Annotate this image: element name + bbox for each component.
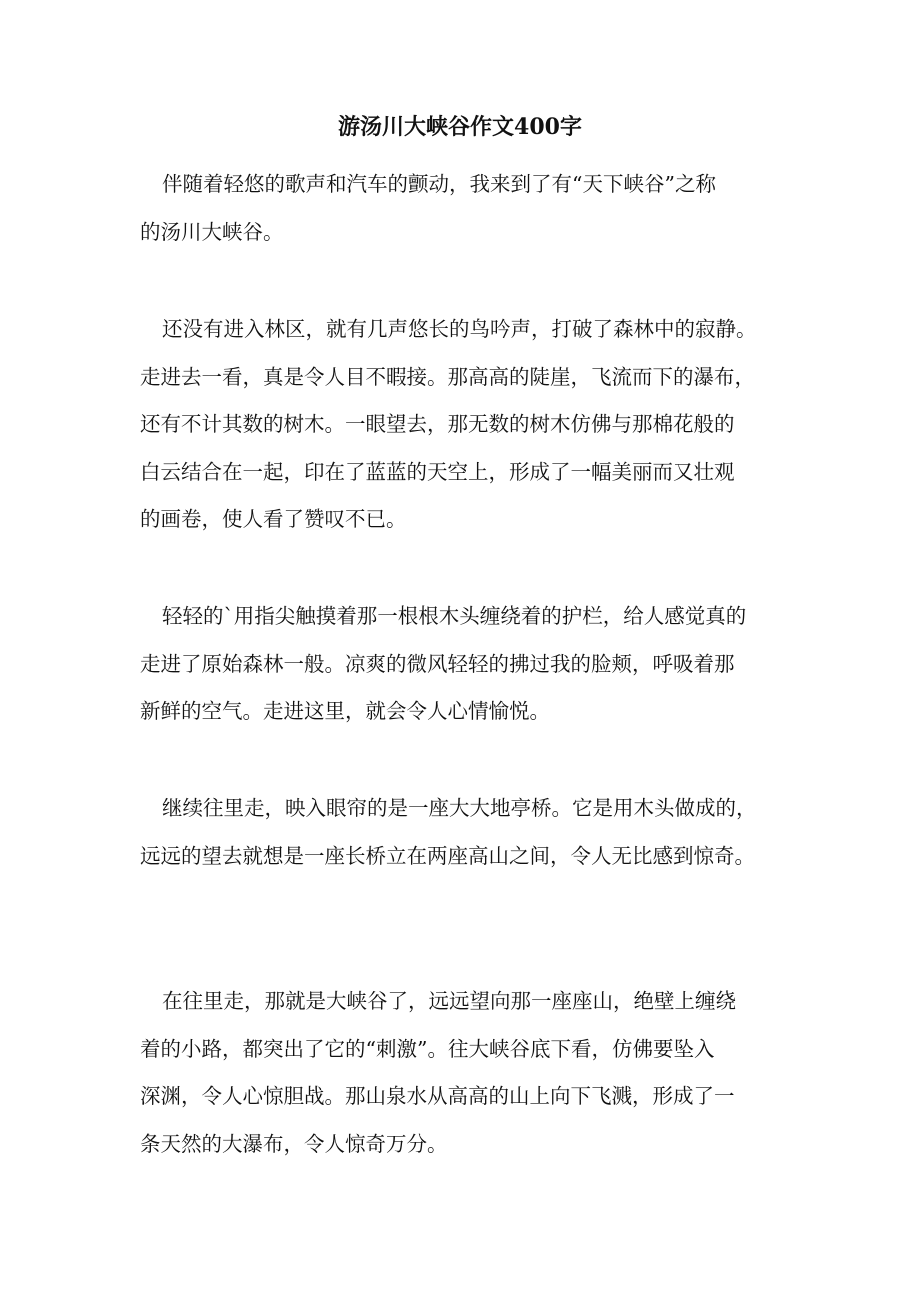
- paragraph-line: 还有不计其数的树木。一眼望去，那无数的树木仿佛与那棉花般的: [140, 412, 735, 436]
- paragraph-4: [140, 785, 780, 880]
- paragraph-line: 条天然的大瀑布，令人惊奇万分。: [140, 1131, 448, 1156]
- paragraph-line: 新鲜的空气。走进这里，就会令人心情愉悦。: [140, 699, 550, 723]
- paragraph-line: 的汤川大峡谷。: [140, 219, 284, 244]
- paragraph-line: 轻轻的`用指尖触摸着那一根根木头缠绕着的护栏，给人感觉真的: [162, 604, 747, 628]
- paragraph-line: 伴随着轻悠的歌声和汽车的颤动，我来到了有“天下峡谷”之称: [162, 172, 716, 196]
- paragraph-line: 远远的望去就想是一座长桥立在两座高山之间，令人无比感到惊奇。: [140, 843, 755, 868]
- paragraph-line: 白云结合在一起，印在了蓝蓝的天空上，形成了一幅美丽而又壮观: [140, 459, 735, 484]
- paragraph-line: 走进了原始森林一般。凉爽的微风轻轻的拂过我的脸颊，呼吸着那: [140, 651, 735, 676]
- paragraph-2: [140, 306, 780, 544]
- paragraph-5: [140, 978, 780, 1168]
- paragraph-line: 着的小路，都突出了它的“刺激”。往大峡谷底下看，仿佛要坠入: [140, 1036, 715, 1061]
- paragraph-1: [140, 161, 780, 256]
- paragraph-line: 继续往里走，映入眼帘的是一座大大地亭桥。它是用木头做成的，: [162, 796, 757, 820]
- paragraph-line: 的画卷，使人看了赞叹不已。: [140, 507, 407, 531]
- paragraph-line: 还没有进入林区，就有几声悠长的鸟吟声，打破了森林中的寂静。: [162, 317, 757, 341]
- paragraph-line: 在往里走，那就是大峡谷了，远远望向那一座座山，绝壁上缠绕: [162, 989, 736, 1013]
- paragraph-3: [140, 593, 780, 736]
- document-title: 游汤川大峡谷作文400字: [338, 114, 582, 140]
- paragraph-line: 深渊，令人心惊胆战。那山泉水从高高的山上向下飞溅，形成了一: [140, 1084, 735, 1108]
- paragraph-line: 走进去一看，真是令人目不暇接。那高高的陡崖，飞流而下的瀑布，: [140, 364, 755, 389]
